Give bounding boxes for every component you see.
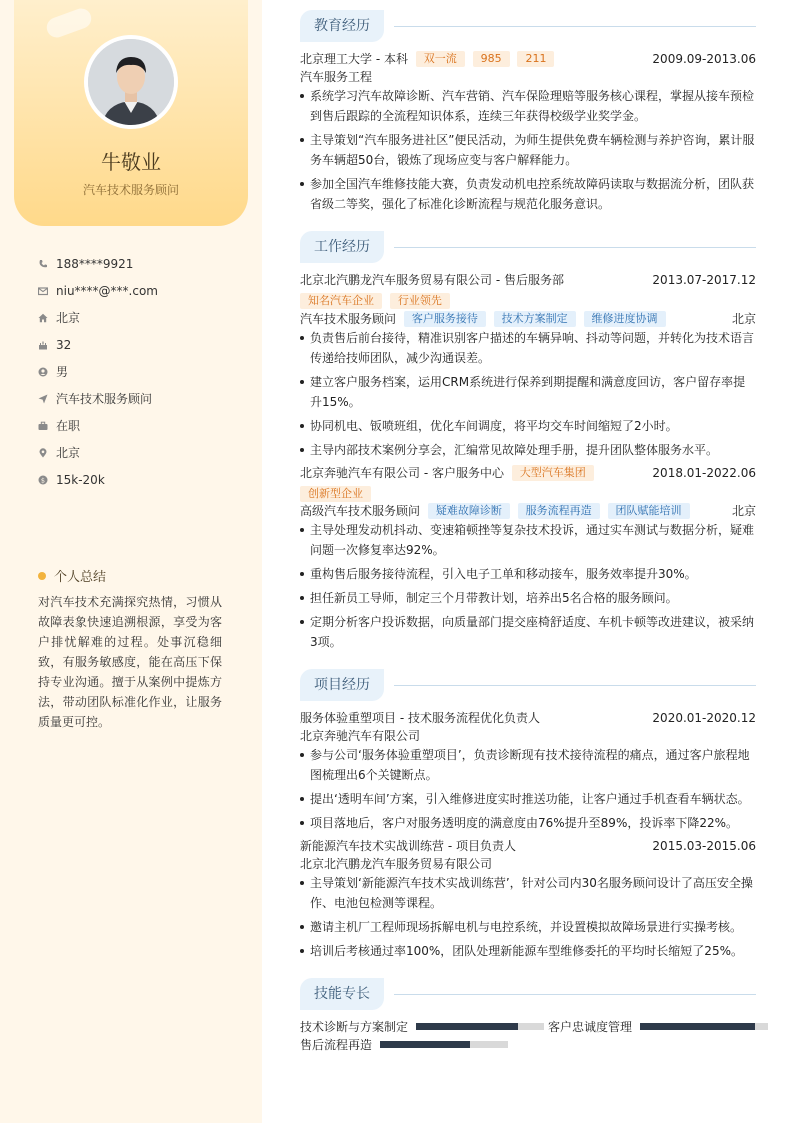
work-city: 北京 — [731, 504, 756, 518]
money-icon — [38, 475, 48, 485]
position-tag: 服务流程再造 — [518, 503, 600, 519]
section-work-heading — [300, 231, 756, 263]
cake-icon — [38, 340, 48, 350]
company-tag: 大型汽车集团 — [512, 465, 594, 481]
info-age — [38, 331, 238, 358]
section-divider — [394, 26, 756, 27]
project-date: 2020.01-2020.12 — [652, 711, 756, 725]
section-title: 项目经历 — [300, 669, 384, 701]
list-item: 协同机电、钣喷班组，优化车间调度，将平均交车时间缩短了2小时。 — [300, 416, 756, 436]
position-tag: 团队赋能培训 — [608, 503, 690, 519]
decorative-pill — [44, 6, 94, 41]
position-tag: 客户服务接待 — [404, 311, 486, 327]
education-major: 汽车服务工程 — [300, 70, 373, 84]
contact-info-list — [38, 250, 238, 493]
mail-icon — [38, 286, 48, 296]
info-phone-text: 188****9921 — [56, 256, 134, 271]
profile-name: 牛敬业 — [101, 150, 161, 174]
education-date: 2009.09-2013.06 — [652, 52, 756, 66]
info-status — [38, 412, 238, 439]
section-title: 工作经历 — [300, 231, 384, 263]
project-2-bullets — [300, 873, 756, 965]
section-skills-heading — [300, 978, 756, 1010]
info-gender — [38, 358, 238, 385]
section-divider — [394, 247, 756, 248]
info-target-position — [38, 385, 238, 412]
position-tag: 技术方案制定 — [494, 311, 576, 327]
company-tag: 创新型企业 — [300, 486, 371, 502]
info-hometown-text: 北京 — [56, 311, 81, 325]
list-item: 主导策划“汽车服务进社区”便民活动，为师生提供免费车辆检测与养护咨询，累计服务车辆超50台，锻炼了现场应变与客户解释能力。 — [300, 130, 756, 170]
info-email — [38, 277, 238, 304]
list-item: 主导处理发动机抖动、变速箱顿挫等复杂技术投诉，通过实车测试与数据分析，疑难问题一次修复率达92%。 — [300, 520, 756, 560]
list-item: 定期分析客户投诉数据，向质量部门提交座椅舒适度、车机卡顿等改进建议，被采纳3项。 — [300, 612, 756, 652]
list-item: 主导策划‘新能源汽车技术实战训练营’，针对公司内30名服务顾问设计了高压安全操作、电池包检测等课程。 — [300, 873, 756, 913]
info-status-text: 在职 — [56, 419, 81, 433]
work-2-bullets — [300, 520, 756, 656]
bullet-dot-icon — [38, 572, 46, 580]
project-org: 北京奔驰汽车有限公司 — [300, 729, 421, 743]
list-item: 项目落地后，客户对服务透明度的满意度由76%提升至89%，投诉率下降22%。 — [300, 813, 756, 833]
work-date: 2013.07-2017.12 — [652, 273, 756, 287]
section-education-heading — [300, 10, 756, 42]
project-1-header-row — [300, 709, 756, 727]
avatar-photo-icon — [88, 39, 174, 125]
project-1-bullets — [300, 745, 756, 837]
section-divider — [394, 994, 756, 995]
section-divider — [394, 685, 756, 686]
location-icon — [38, 448, 48, 458]
avatar — [88, 39, 174, 125]
section-title: 技能专长 — [300, 978, 384, 1010]
info-salary — [38, 466, 238, 493]
avatar-ring — [84, 35, 178, 129]
list-item: 参加全国汽车维修技能大赛，负责发动机电控系统故障码读取与数据流分析，团队获省级二等奖，强化了标准化诊断流程与规范化服务意识。 — [300, 174, 756, 214]
send-icon — [38, 394, 48, 404]
briefcase-icon — [38, 421, 48, 431]
skill-level-fill — [380, 1041, 470, 1048]
info-gender-text: 男 — [56, 365, 69, 379]
project-name: 服务体验重塑项目 - 技术服务流程优化负责人 — [300, 711, 540, 725]
info-phone — [38, 250, 238, 277]
list-item: 邀请主机厂工程师现场拆解电机与电控系统，并设置模拟故障场景进行实操考核。 — [300, 917, 756, 937]
info-email-text: niu****@***.com — [56, 283, 158, 298]
list-item: 重构售后服务接待流程，引入电子工单和移动接车，服务效率提升30%。 — [300, 564, 756, 584]
list-item: 建立客户服务档案，运用CRM系统进行保养到期提醒和满意度回访，客户留存率提升15%。 — [300, 372, 756, 412]
position-tag: 维修进度协调 — [584, 311, 666, 327]
skill-level-bar — [640, 1023, 768, 1030]
list-item: 负责售后前台接待，精准识别客户描述的车辆异响、抖动等问题，并转化为技术语言传递给技师团队，减少沟通误差。 — [300, 328, 756, 368]
work-date: 2018.01-2022.06 — [652, 466, 756, 480]
skill-level-bar — [380, 1041, 508, 1048]
work-position: 高级汽车技术服务顾问 — [300, 504, 421, 518]
phone-icon — [38, 259, 48, 269]
list-item: 培训后考核通过率100%，团队处理新能源车型维修委托的平均时长缩短了25%。 — [300, 941, 756, 961]
summary-text: 对汽车技术充满探究热情，习惯从故障表象快速追溯根源，享受为客户排忧解难的过程。处事沉稳细致，有服务敏感度，能在高压下保持专业沟通。擅于从案例中提炼方法，带动团队标准化作业，让服务质量更可控。 — [38, 595, 222, 729]
education-tag: 985 — [473, 51, 510, 67]
gender-icon — [38, 367, 48, 377]
section-title: 教育经历 — [300, 10, 384, 42]
info-location — [38, 439, 238, 466]
work-2-header-row — [300, 464, 756, 482]
work-1-position-row — [300, 310, 756, 328]
profile-role: 汽车技术服务顾问 — [82, 183, 179, 197]
work-2-company-tags — [300, 485, 756, 503]
work-position: 汽车技术服务顾问 — [300, 312, 397, 326]
list-item: 系统学习汽车故障诊断、汽车营销、汽车保险理赔等服务核心课程，掌握从接车预检到售后跟踪的全流程知识体系，连续三年获得校级学业奖学金。 — [300, 86, 756, 126]
info-age-text: 32 — [56, 337, 72, 352]
summary-heading — [38, 566, 106, 585]
info-salary-text: 15k-20k — [56, 472, 105, 487]
education-tag: 211 — [517, 51, 554, 67]
education-tag: 双一流 — [416, 51, 465, 67]
list-item: 参与公司‘服务体验重塑项目’，负责诊断现有技术接待流程的痛点，通过客户旅程地图梳理出6个关键断点。 — [300, 745, 756, 785]
info-location-text: 北京 — [56, 446, 81, 460]
education-bullets — [300, 86, 756, 218]
section-projects-heading — [300, 669, 756, 701]
work-1-header-row — [300, 271, 756, 289]
company-tag: 知名汽车企业 — [300, 293, 382, 309]
skill-level-bar — [416, 1023, 544, 1030]
education-school: 北京理工大学 - 本科 — [300, 52, 408, 66]
skill-level-fill — [640, 1023, 755, 1030]
project-date: 2015.03-2015.06 — [652, 839, 756, 853]
skill-name: 售后流程再造 — [300, 1038, 373, 1052]
project-2-header-row — [300, 837, 756, 855]
company-tag: 行业领先 — [390, 293, 450, 309]
list-item: 提出‘透明车间’方案，引入维修进度实时推送功能，让客户通过手机查看车辆状态。 — [300, 789, 756, 809]
work-2-position-row — [300, 502, 756, 520]
home-icon — [38, 313, 48, 323]
education-header-row — [300, 50, 756, 68]
info-hometown — [38, 304, 238, 331]
skill-level-fill — [416, 1023, 518, 1030]
list-item: 主导内部技术案例分享会，汇编常见故障处理手册，提升团队整体服务水平。 — [300, 440, 756, 460]
position-tag: 疑难故障诊断 — [428, 503, 510, 519]
skill-name: 客户忠诚度管理 — [548, 1020, 633, 1034]
work-city: 北京 — [731, 312, 756, 326]
work-1-company-tags — [300, 292, 756, 310]
info-target-position-text: 汽车技术服务顾问 — [56, 392, 153, 406]
project-name: 新能源汽车技术实战训练营 - 项目负责人 — [300, 839, 516, 853]
svg-text:$: $ — [40, 475, 46, 484]
skill-name: 技术诊断与方案制定 — [300, 1020, 409, 1034]
sidebar — [0, 0, 262, 1123]
summary-title: 个人总结 — [54, 570, 107, 585]
work-company: 北京奔驰汽车有限公司 - 客户服务中心 — [300, 466, 504, 480]
project-org: 北京北汽鹏龙汽车服务贸易有限公司 — [300, 857, 493, 871]
list-item: 担任新员工导师，制定三个月带教计划，培养出5名合格的服务顾问。 — [300, 588, 756, 608]
work-1-bullets — [300, 328, 756, 464]
work-company: 北京北汽鹏龙汽车服务贸易有限公司 - 售后服务部 — [300, 273, 564, 287]
